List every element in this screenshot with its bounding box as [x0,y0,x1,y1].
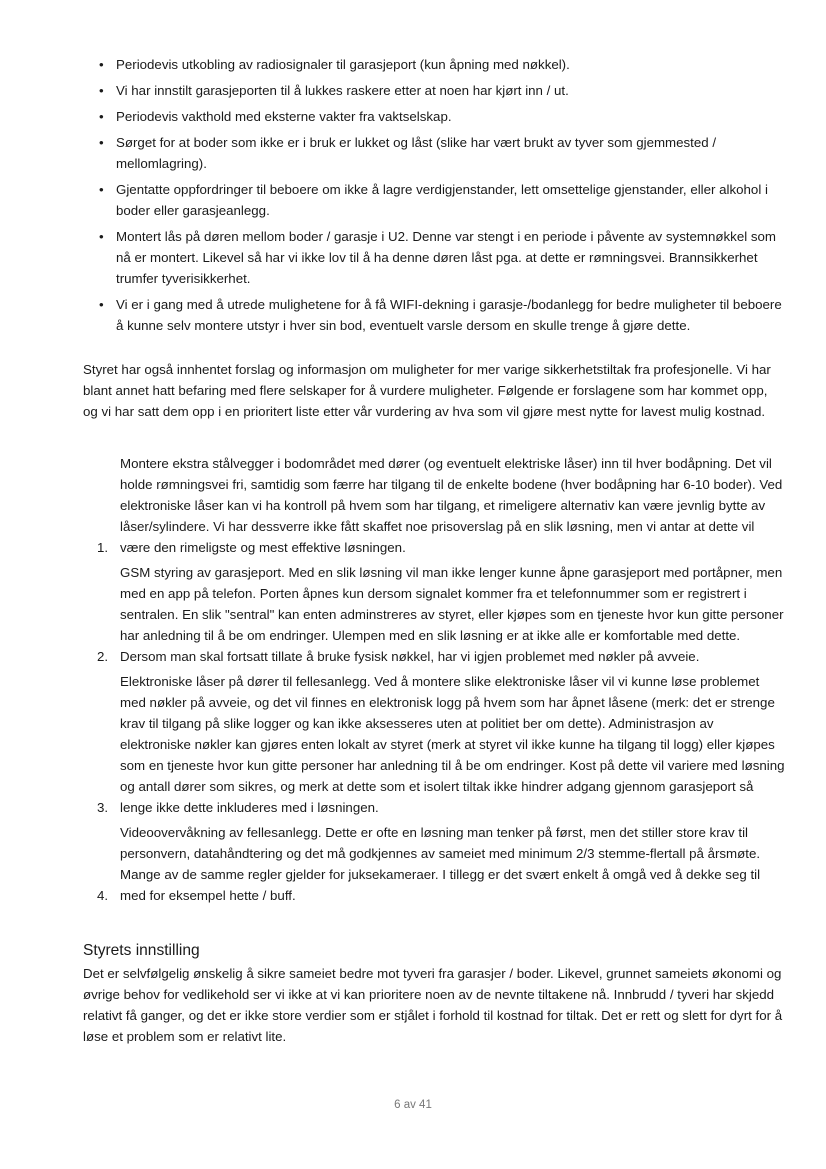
bullet-text: Periodevis vakthold med eksterne vakter fra vaktselskap. [116,109,452,124]
bullet-item [97,179,787,221]
bullet-text: Gjentatte oppfordringer til beboere om ikke å lagre verdigjenstander, lett omsettelige gjenstander, eller alkohol i boder eller garasjeanlegg. [116,182,768,218]
bullet-marker: • [99,83,104,98]
measures-bullet-list [97,54,787,341]
bullet-item [97,294,787,336]
proposals-numbered-list [97,453,787,910]
item-number: 2. [97,649,109,664]
proposal-item [97,822,787,906]
bullet-text: Vi har innstilt garasjeporten til å lukkes raskere etter at noen har kjørt inn / ut. [116,83,569,98]
section-heading: Styrets innstilling [83,942,200,959]
item-number: 1. [97,540,109,555]
proposal-item [97,671,787,818]
proposal-text: Elektroniske låser på dører til fellesanlegg. Ved å montere slike elektroniske låser vil vi kunne løse problemet med nøkler på avveie, og det vil finnes en elektronisk logg på hvem som har åpnet låsene (merk: det er strenge krav til tilgang på slike logger og kan ikke aksesseres uten at politiet ber om dette). Administrasjon av elektroniske nøkler kan gjøres enten lokalt av styret (merk at styret vil ikke kunne ha tilgang til logg) eller kjøpes som en tjeneste hvor kun gitte personer har anledning til å be om endringer. Kost på dette vil variere med løsning og antall dører som sikres, og merk at dette som et isolert tiltak ikke hindrer adgang gjennom garasjeport så lenge ikke dette inkluderes med i løsningen. [120,674,785,815]
bullet-text: Vi er i gang med å utrede mulighetene for å få WIFI-dekning i garasje-/bodanlegg for bedre muligheter til beboere å kunne selv montere utstyr i hver sin bod, eventuelt varsle dersom en skulle trenge å gjøre dette. [116,297,782,333]
bullet-marker: • [99,57,104,72]
item-number: 4. [97,888,109,903]
proposal-text: Videoovervåkning av fellesanlegg. Dette er ofte en løsning man tenker på først, men det stiller store krav til personvern, datahåndtering og det må godkjennes av sameiet med minimum 2/3 stemme-flertall på årsmøte. Mange av de samme regler gjelder for juksekameraer. I tillegg er det svært enkelt å omgå ved å dekke seg til med for eksempel hette / buff. [120,825,761,903]
bullet-marker: • [99,182,104,197]
bullet-item [97,80,787,101]
bullet-item [97,132,787,174]
intro-paragraph: Styret har også innhentet forslag og informasjon om muligheter for mer varige sikkerhetstiltak fra profesjonelle. Vi har blant annet hatt befaring med flere selskaper for å vurdere muligheter. Følgende er forslagene som har kommet opp, og vi har satt dem opp i en prioritert liste etter vår vurdering av hva som vil gjøre mest nytte for lavest mulig kostnad. [83,362,771,419]
bullet-text: Sørget for at boder som ikke er i bruk er lukket og låst (slike har vært brukt av tyver som gjemmested / mellomlagring). [116,135,717,171]
bullet-marker: • [99,109,104,124]
bullet-text: Periodevis utkobling av radiosignaler til garasjeport (kun åpning med nøkkel). [116,57,570,72]
proposal-text: Montere ekstra stålvegger i bodområdet med dører (og eventuelt elektriske låser) inn til hver bodåpning. Det vil holde rømningsvei fri, samtidig som færre har tilgang til de enkelte bodene (hver bodåpning har 6-10 boder). Ved elektroniske låser kan vi ha kontroll på hvem som har tilgang, et rimeligere alternativ kan være jevnlig bytte av låser/sylindere. Vi har dessverre ikke fått skaffet noe prisoverslag på en slik løsning, men vi antar at dette vil være den rimeligste og mest effektive løsningen. [120,456,783,555]
proposal-item [97,453,787,558]
item-number: 3. [97,800,109,815]
bullet-item [97,54,787,75]
closing-paragraph: Det er selvfølgelig ønskelig å sikre sameiet bedre mot tyveri fra garasjer / boder. Likevel, grunnet sameiets økonomi og øvrige behov for vedlikehold ser vi ikke at vi kan prioritere noen av de nevnte tiltakene nå. Innbrudd / tyveri har skjedd relativt få ganger, og det er ikke store verdier som er stjålet i forhold til kostnad for tiltak. Det er rett og slett for dyrt for å løse et problem som er relativt lite. [83,966,783,1044]
bullet-item [97,226,787,289]
bullet-text: Montert lås på døren mellom boder / garasje i U2. Denne var stengt i en periode i påvente av systemnøkkel som nå er montert. Likevel så har vi ikke lov til å ha denne døren låst pga. at dette er rømningsvei. Brannsikkerhet trumfer tyverisikkerhet. [116,229,776,286]
page-number: 6 av 41 [394,1099,432,1111]
bullet-marker: • [99,135,104,150]
bullet-marker: • [99,229,104,244]
bullet-marker: • [99,297,104,312]
bullet-item [97,106,787,127]
proposal-text: GSM styring av garasjeport. Med en slik løsning vil man ikke lenger kunne åpne garasjeport med portåpner, men med en app på telefon. Porten åpnes kun dersom signalet kommer fra et telefonnummer som er registrert i sentralen. En slik "sentral" kan enten adminstreres av styret, eller kjøpes som en tjeneste hvor kun gitte personer har anledning til å be om endringer. Ulempen med en slik løsning er at ikke alle er komfortable med dette. Dersom man skal fortsatt tillate å bruke fysisk nøkkel, har vi igjen problemet med nøkler på avveie. [120,565,784,664]
proposal-item [97,562,787,667]
